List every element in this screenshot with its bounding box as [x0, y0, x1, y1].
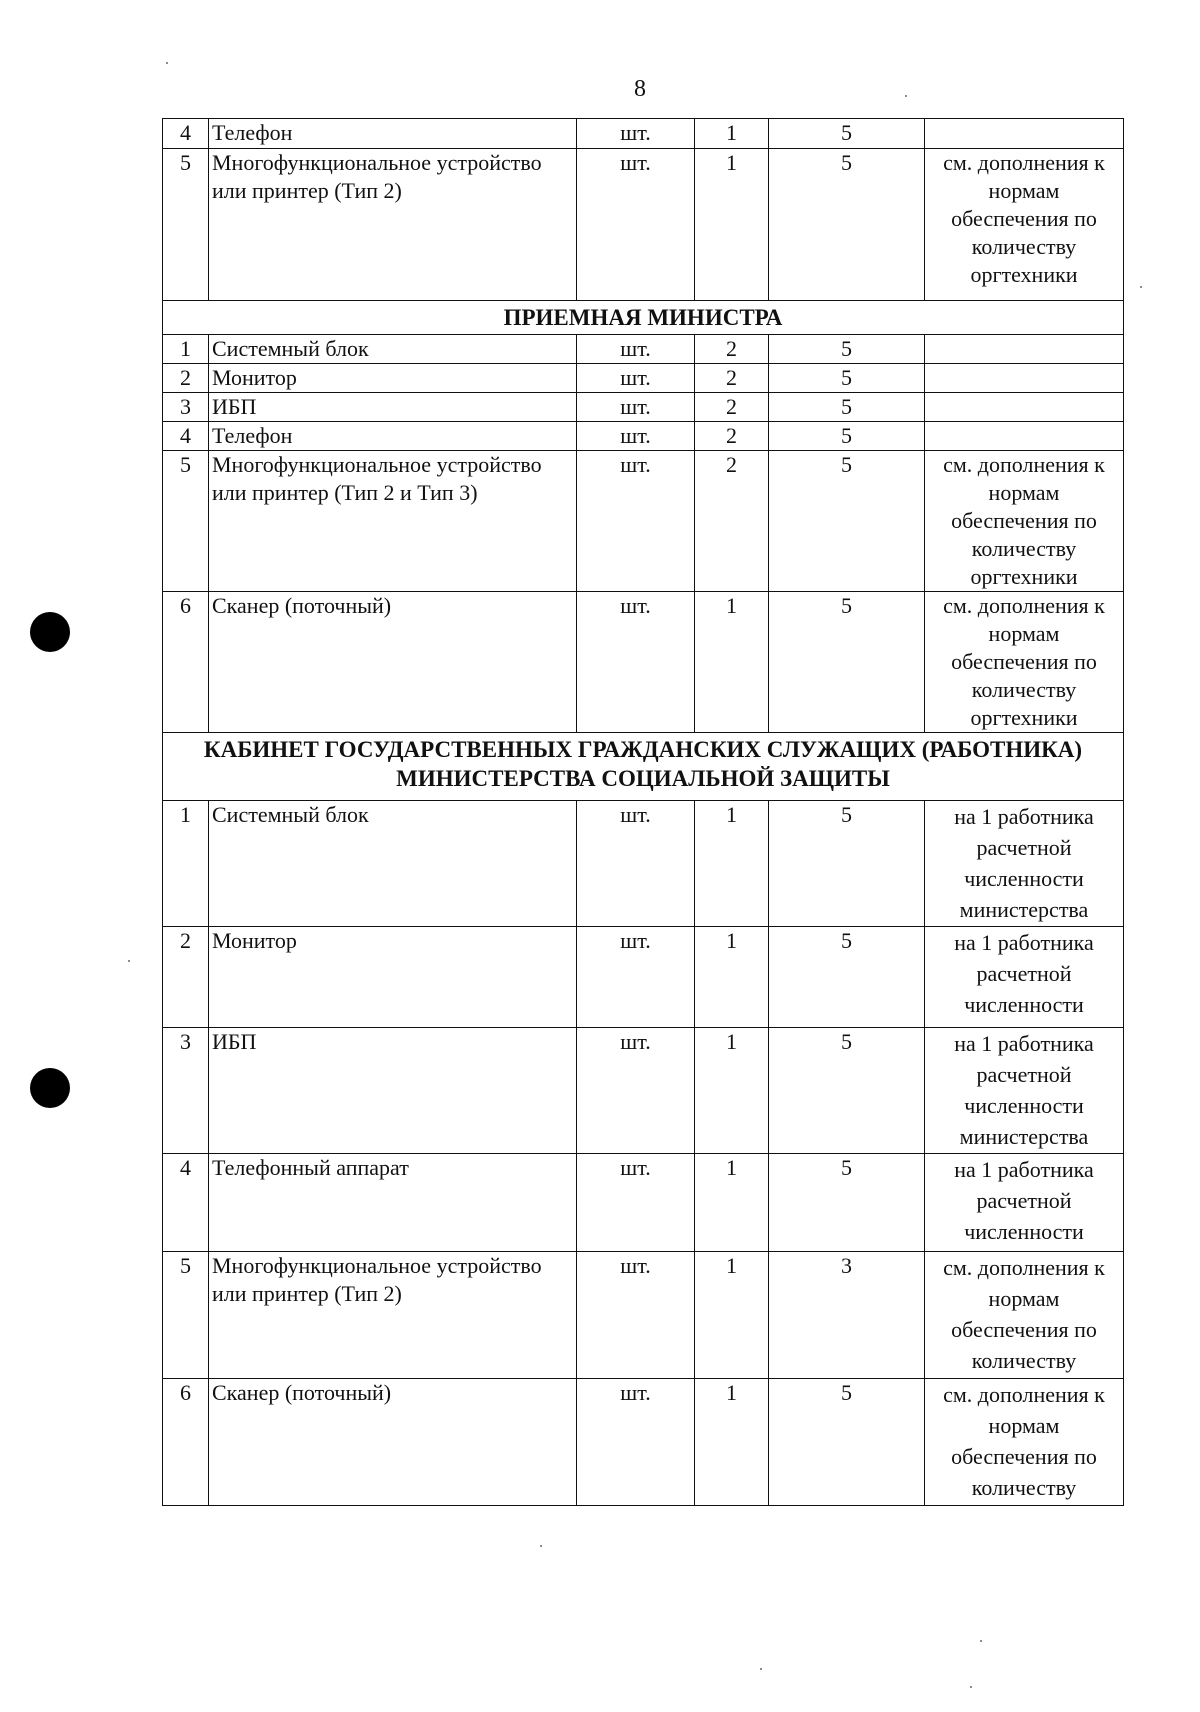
item-unit: шт.	[577, 1379, 695, 1506]
item-unit: шт.	[577, 1028, 695, 1154]
item-name: Многофункциональное устройство или принтер (Тип 2)	[209, 149, 577, 301]
item-note	[925, 335, 1124, 364]
item-quantity: 1	[695, 1252, 769, 1379]
scan-speck	[128, 960, 130, 962]
item-unit: шт.	[577, 393, 695, 422]
row-number: 6	[163, 592, 209, 733]
table-row	[163, 1028, 1124, 1154]
row-number: 1	[163, 335, 209, 364]
item-name: Многофункциональное устройство или принтер (Тип 2)	[209, 1252, 577, 1379]
item-quantity: 1	[695, 1028, 769, 1154]
item-name: Телефонный аппарат	[209, 1154, 577, 1252]
item-name: Телефон	[209, 422, 577, 451]
item-note: см. дополнения к нормам обеспечения по количеству	[925, 1252, 1124, 1379]
item-service-years: 5	[769, 393, 925, 422]
row-number: 5	[163, 451, 209, 592]
table-row	[163, 927, 1124, 1028]
item-name: Системный блок	[209, 335, 577, 364]
item-quantity: 1	[695, 1379, 769, 1506]
page-number: 8	[634, 76, 646, 102]
item-unit: шт.	[577, 422, 695, 451]
table-row	[163, 801, 1124, 927]
item-note: на 1 работника расчетной численности	[925, 1154, 1124, 1252]
table-row	[163, 119, 1124, 149]
scan-speck	[540, 1545, 542, 1547]
item-service-years: 5	[769, 422, 925, 451]
item-unit: шт.	[577, 1154, 695, 1252]
row-number: 2	[163, 927, 209, 1028]
item-name: Монитор	[209, 927, 577, 1028]
item-service-years: 5	[769, 801, 925, 927]
item-service-years: 5	[769, 149, 925, 301]
row-number: 4	[163, 1154, 209, 1252]
table-row	[163, 451, 1124, 592]
scan-speck	[970, 1686, 972, 1688]
item-quantity: 2	[695, 422, 769, 451]
table-row	[163, 1379, 1124, 1506]
item-quantity: 2	[695, 451, 769, 592]
item-note: на 1 работника расчетной численности	[925, 927, 1124, 1028]
item-unit: шт.	[577, 149, 695, 301]
table-row	[163, 364, 1124, 393]
item-service-years: 5	[769, 119, 925, 149]
item-name: Многофункциональное устройство или принтер (Тип 2 и Тип 3)	[209, 451, 577, 592]
section-title-line: КАБИНЕТ ГОСУДАРСТВЕННЫХ ГРАЖДАНСКИХ СЛУЖАЩИХ (РАБОТНИКА)	[203, 737, 1083, 762]
equipment-norms-table	[162, 118, 1124, 1506]
item-service-years: 5	[769, 1379, 925, 1506]
item-note: см. дополнения к нормам обеспечения по количеству оргтехники	[925, 149, 1124, 301]
row-number: 2	[163, 364, 209, 393]
table-row	[163, 1154, 1124, 1252]
item-name: Системный блок	[209, 801, 577, 927]
table-row	[163, 592, 1124, 733]
item-note: на 1 работника расчетной численности министерства	[925, 1028, 1124, 1154]
item-note	[925, 393, 1124, 422]
row-number: 5	[163, 1252, 209, 1379]
scan-speck	[980, 1640, 982, 1642]
table-row	[163, 422, 1124, 451]
item-service-years: 5	[769, 592, 925, 733]
item-name: Телефон	[209, 119, 577, 149]
item-quantity: 1	[695, 927, 769, 1028]
section-title: ПРИЕМНАЯ МИНИСТРА	[163, 301, 1124, 335]
item-service-years: 3	[769, 1252, 925, 1379]
item-service-years: 5	[769, 451, 925, 592]
item-service-years: 5	[769, 1154, 925, 1252]
item-note: см. дополнения к нормам обеспечения по количеству	[925, 1379, 1124, 1506]
scan-speck	[166, 62, 168, 64]
item-quantity: 2	[695, 393, 769, 422]
item-unit: шт.	[577, 1252, 695, 1379]
item-service-years: 5	[769, 927, 925, 1028]
item-unit: шт.	[577, 451, 695, 592]
item-quantity: 1	[695, 801, 769, 927]
item-unit: шт.	[577, 119, 695, 149]
item-note	[925, 119, 1124, 149]
section-title-line: МИНИСТЕРСТВА СОЦИАЛЬНОЙ ЗАЩИТЫ	[396, 766, 890, 791]
item-service-years: 5	[769, 1028, 925, 1154]
item-unit: шт.	[577, 364, 695, 393]
item-quantity: 1	[695, 119, 769, 149]
table-row	[163, 1252, 1124, 1379]
item-unit: шт.	[577, 927, 695, 1028]
scan-speck	[905, 95, 907, 97]
item-note: см. дополнения к нормам обеспечения по количеству оргтехники	[925, 592, 1124, 733]
item-note	[925, 422, 1124, 451]
item-service-years: 5	[769, 364, 925, 393]
item-quantity: 1	[695, 592, 769, 733]
row-number: 3	[163, 1028, 209, 1154]
item-quantity: 2	[695, 364, 769, 393]
row-number: 4	[163, 422, 209, 451]
item-name: ИБП	[209, 1028, 577, 1154]
item-service-years: 5	[769, 335, 925, 364]
row-number: 5	[163, 149, 209, 301]
item-name: Сканер (поточный)	[209, 592, 577, 733]
table-row	[163, 149, 1124, 301]
row-number: 4	[163, 119, 209, 149]
section-header-reception	[163, 301, 1124, 335]
item-name: ИБП	[209, 393, 577, 422]
table-row	[163, 393, 1124, 422]
table-row	[163, 335, 1124, 364]
punch-hole-lower	[30, 1068, 70, 1108]
punch-hole-upper	[30, 612, 70, 652]
section-header-cabinet	[163, 733, 1124, 801]
item-unit: шт.	[577, 592, 695, 733]
item-unit: шт.	[577, 335, 695, 364]
item-name: Монитор	[209, 364, 577, 393]
row-number: 3	[163, 393, 209, 422]
item-quantity: 1	[695, 1154, 769, 1252]
item-unit: шт.	[577, 801, 695, 927]
item-quantity: 1	[695, 149, 769, 301]
item-note: на 1 работника расчетной численности министерства	[925, 801, 1124, 927]
item-note	[925, 364, 1124, 393]
section-title	[163, 733, 1124, 801]
row-number: 1	[163, 801, 209, 927]
scan-speck	[1140, 286, 1142, 288]
row-number: 6	[163, 1379, 209, 1506]
item-name: Сканер (поточный)	[209, 1379, 577, 1506]
item-quantity: 2	[695, 335, 769, 364]
item-note: см. дополнения к нормам обеспечения по количеству оргтехники	[925, 451, 1124, 592]
scan-speck	[760, 1668, 762, 1670]
